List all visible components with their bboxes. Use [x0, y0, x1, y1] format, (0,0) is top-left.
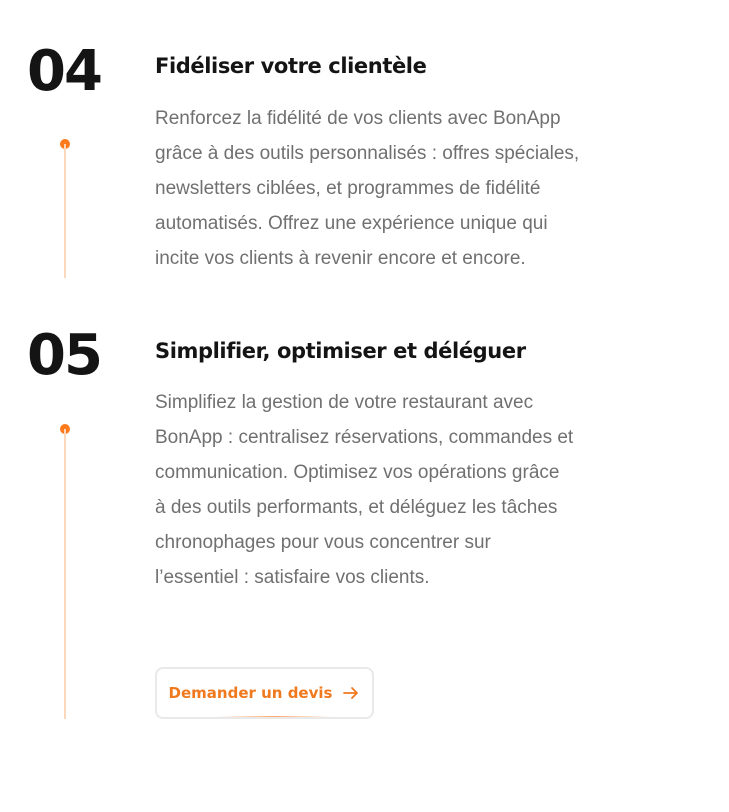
description-line: l’essentiel : satisfaire vos clients. — [155, 567, 430, 588]
step-number: 04 — [27, 39, 101, 104]
description-line: à des outils performants, et déléguez les tâches — [155, 497, 558, 518]
step-title: Simplifier, optimiser et déléguer — [155, 339, 526, 363]
button-glow — [217, 716, 332, 719]
step-number: 05 — [27, 323, 101, 388]
description-line: communication. Optimisez vos opérations grâce — [155, 462, 560, 483]
description-line: incite vos clients à revenir encore et encore. — [155, 248, 526, 269]
description-line: Simplifiez la gestion de votre restaurant avec — [155, 392, 534, 413]
description-line: chronophages pour vous concentrer sur — [155, 532, 491, 553]
request-quote-label: Demander un devis — [168, 684, 333, 702]
timeline-line — [64, 144, 66, 278]
step-title: Fidéliser votre clientèle — [155, 54, 427, 78]
arrow-right-icon — [342, 684, 360, 702]
description-line: Renforcez la fidélité de vos clients avec BonApp — [155, 108, 561, 129]
description-line: newsletters ciblées, et programmes de fidélité — [155, 178, 541, 199]
step-description — [155, 385, 655, 595]
description-line: grâce à des outils personnalisés : offres spéciales, — [155, 143, 580, 164]
request-quote-button[interactable] — [155, 667, 374, 719]
description-line: automatisés. Offrez une expérience unique qui — [155, 213, 548, 234]
step-description — [155, 101, 655, 276]
description-line: BonApp : centralisez réservations, commandes et — [155, 427, 574, 448]
timeline-line — [64, 429, 66, 719]
